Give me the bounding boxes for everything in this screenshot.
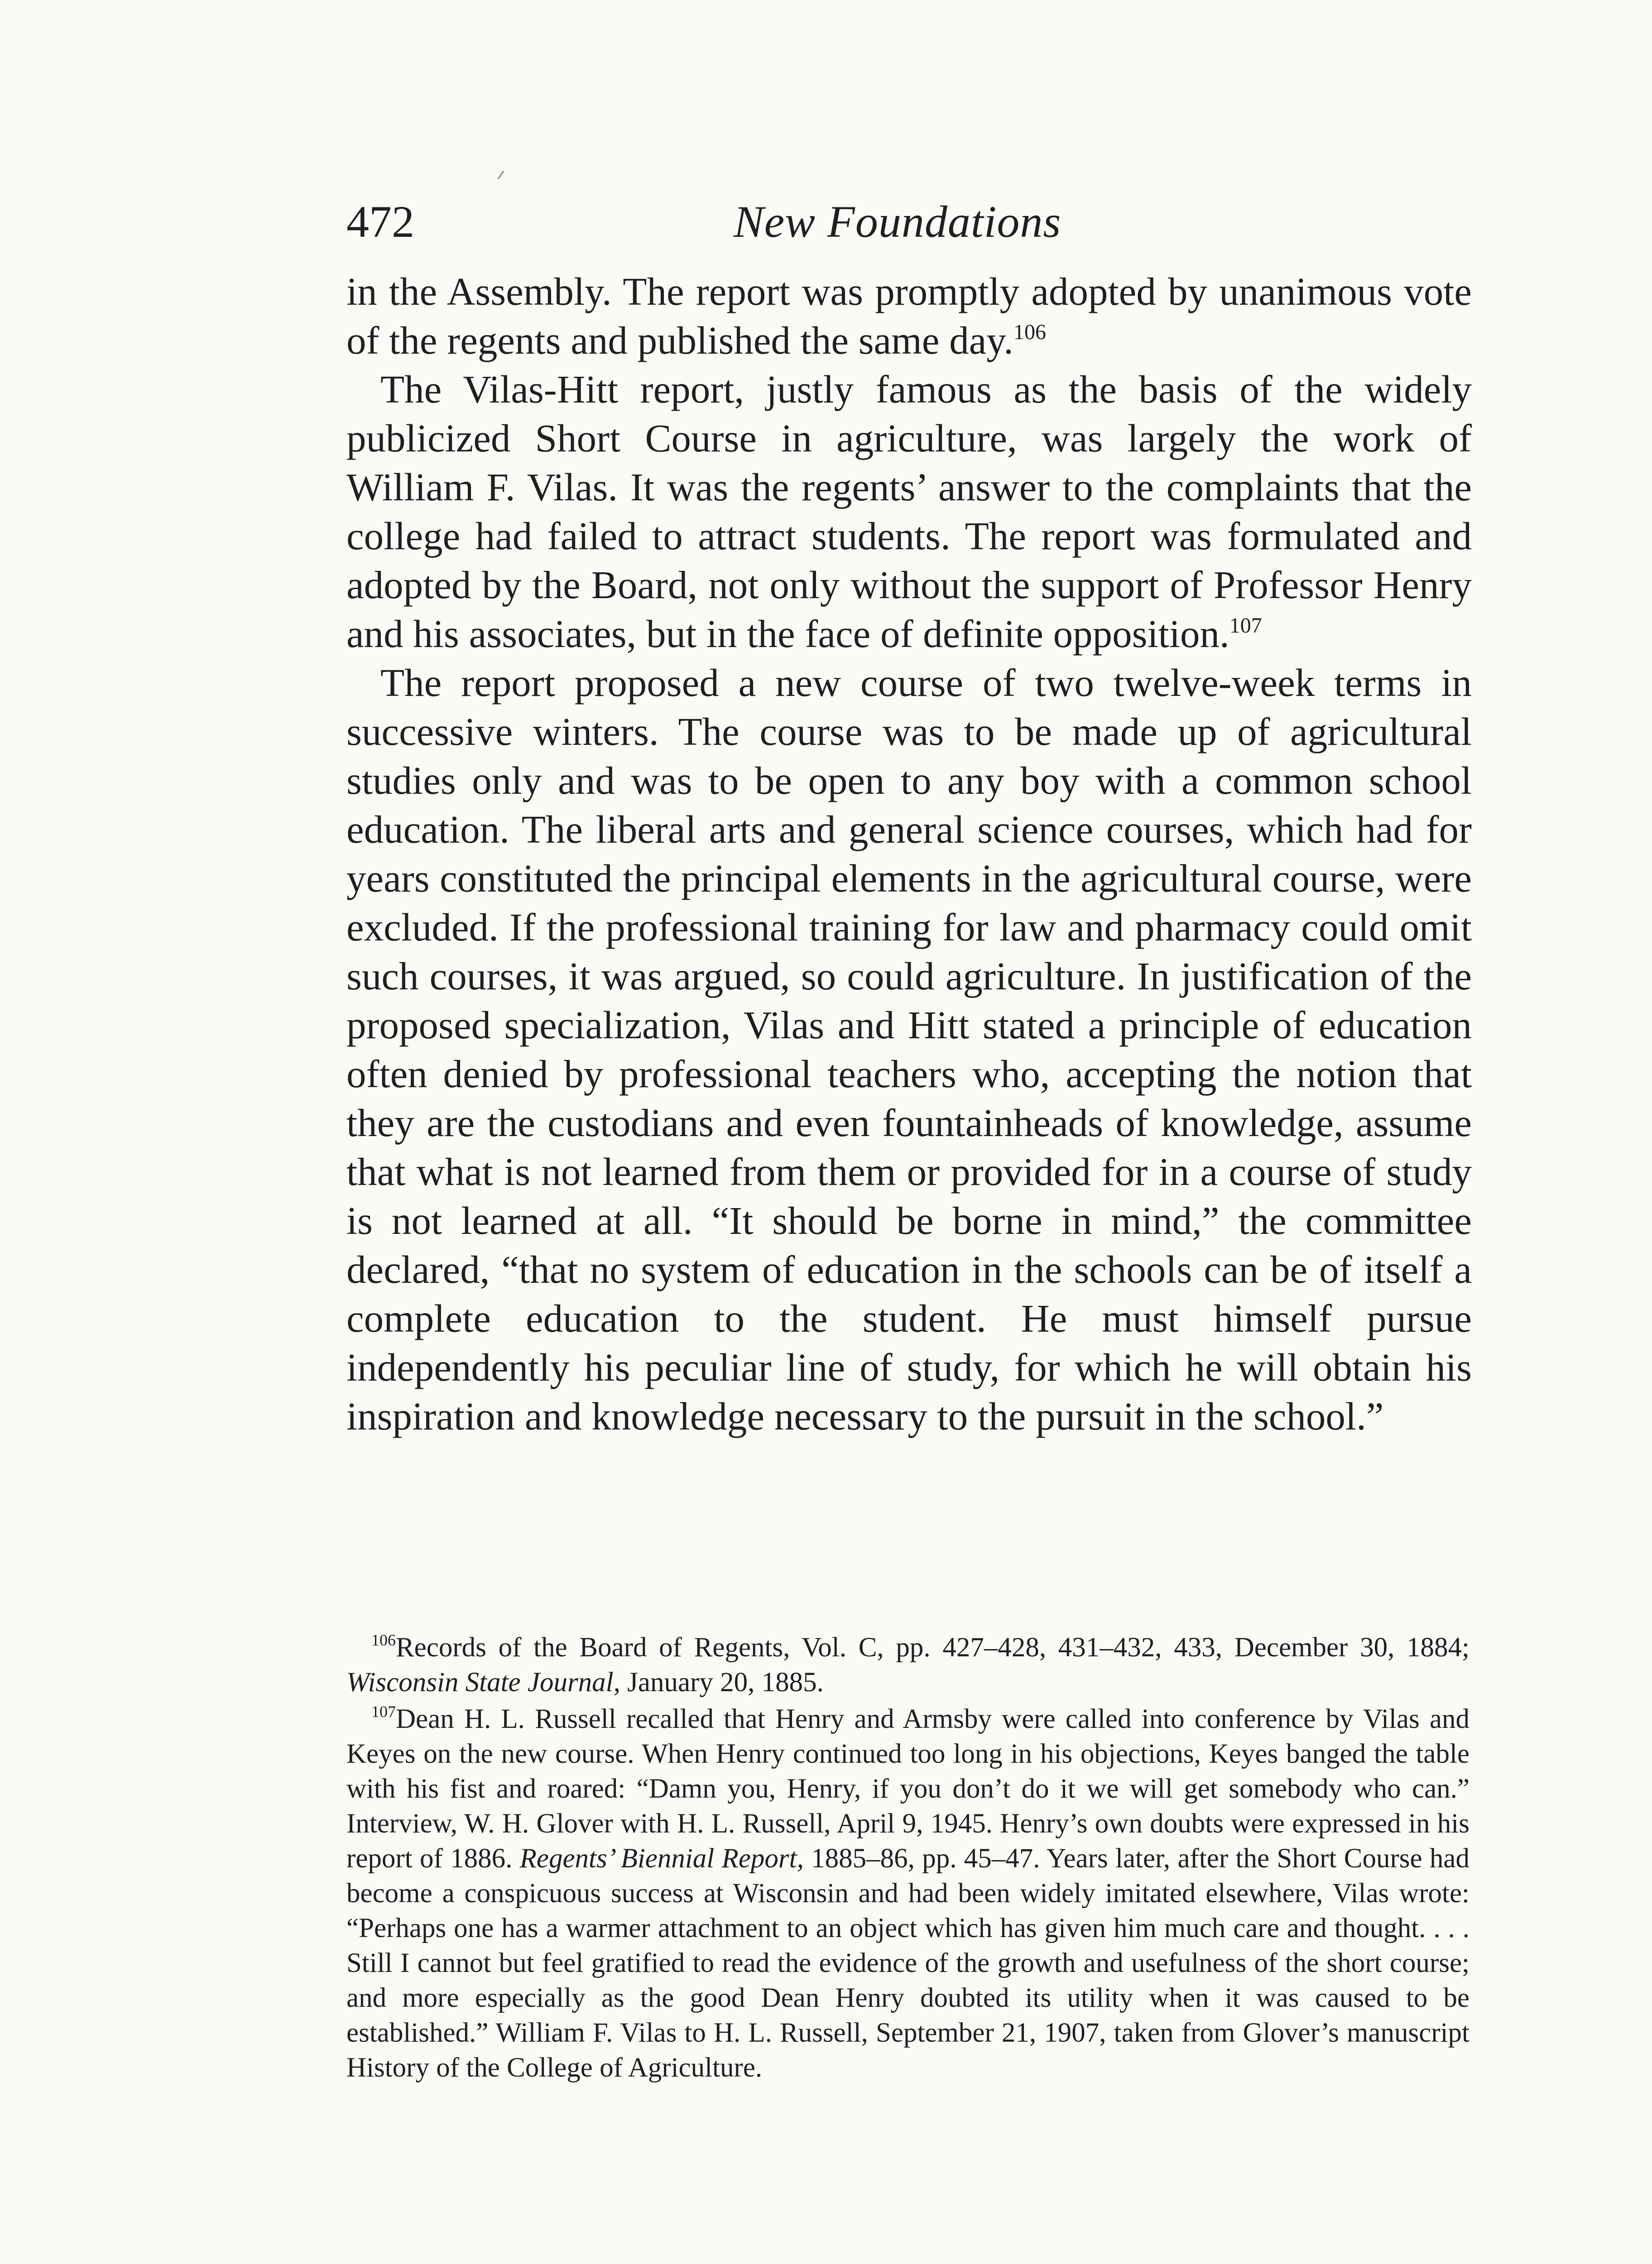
footnote-italic: Regents’ Biennial Report, [519,1843,804,1874]
footnote-ref: 106 [1013,320,1046,344]
paragraph-text: The report proposed a new course of two twelve-week terms in successive winters. The course was to be made up of agricultural studies only and was to be open to any boy with a common school education. The liberal arts and general science courses, which had for years constituted the principal elements in the agricultural course, were excluded. If the professional training for law and pharmacy could omit such courses, it was argued, so could agriculture. In justification of the proposed specialization, Vilas and Hitt stated a principle of education often denied by professional teachers who, accepting the notion that they are the custodians and even fountainheads of knowledge, assume that what is not learned from them or provided for in a course of study is not learned at all. “It should be borne in mind,” the committee declared, “that no system of education in the schools can be of itself a complete education to the student. He must himself pursue independently his peculiar line of study, for which he will obtain his inspiration and knowledge necessary to the pursuit in the school.” [346,661,1472,1438]
body-text [346,267,1472,1441]
page-header [346,192,1479,256]
footnote-text: January 20, 1885. [620,1667,824,1698]
paragraph [346,267,1472,365]
paragraph [346,365,1472,658]
footnotes [346,1630,1470,2087]
paragraph [346,658,1472,1441]
footnote-text: Records of the Board of Regents, Vol. C, pp. 427–428, 431–432, 433, December 30, 1884; [396,1632,1470,1663]
running-title: New Foundations [734,197,1061,247]
footnote-number: 107 [371,1703,396,1721]
page-number: 472 [346,197,414,247]
footnote-text: 1885–86, pp. 45–47. Years later, after the Short Course had become a conspicuous success at Wisconsin and had been widely imitated elsewhere, Vilas wrote: “Perhaps one has a warmer attachment to an object which has given him much care and thought. . . . Still I cannot but feel gratified to read the evidence of the growth and usefulness of the short course; and more especially as the good Dean Henry doubted its utility when it was caused to be established.” William F. Vilas to H. L. Russell, September 21, 1907, taken from Glover’s manuscript History of the College of Agriculture. [346,1843,1470,2083]
footnote-text: Dean H. L. Russell recalled that Henry and Armsby were called into conference by Vilas and Keyes on the new course. When Henry continued too long in his objections, Keyes banged the table with his fist and roared: “Damn you, Henry, if you don’t do it we will get somebody who can.” Interview, W. H. Glover with H. L. Russell, April 9, 1945. Henry’s own doubts were expressed in his report of 1886. [346,1704,1470,1874]
footnote-number: 106 [371,1631,396,1649]
paragraph-text: in the Assembly. The report was promptly adopted by unanimous vote of the regents and published the same day. [346,269,1472,362]
paragraph-text: The Vilas-Hitt report, justly famous as the basis of the widely publicized Short Course in agriculture, was largely the work of William F. Vilas. It was the regents’ answer to the complaints that the college had failed to attract students. The report was formulated and adopted by the Board, not only without the support of Professor Henry and his associates, but in the face of definite opposition. [346,367,1472,656]
footnote-italic: Wisconsin State Journal, [346,1667,620,1698]
footnote [346,1630,1470,1700]
pencil-mark [497,171,504,180]
footnote [346,1702,1470,2085]
footnote-ref: 107 [1229,614,1262,638]
